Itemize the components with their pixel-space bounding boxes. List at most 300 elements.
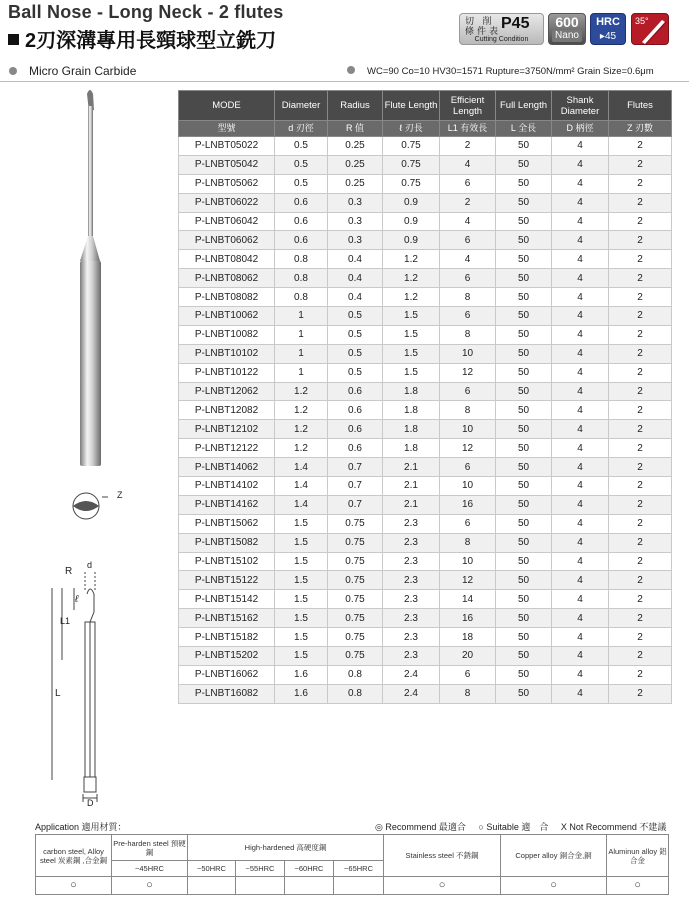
app-aluminum-header: Aluminun alloy 鋁合金 [607,835,669,877]
end-mill-illustration [60,86,130,476]
cutting-caption: Cutting Condition [474,36,529,43]
table-cell: 50 [496,382,552,401]
table-cell: 4 [552,628,609,647]
table-cell: 0.75 [328,590,383,609]
table-cell: 4 [552,609,609,628]
bullet-icon [347,66,355,74]
table-cell: 10 [440,420,496,439]
cut-zh-top: 切 削 [465,16,495,26]
table-cell: 12 [440,363,496,382]
table-cell: 6 [440,382,496,401]
column-header: Shank Diameter [552,91,609,121]
table-cell: 18 [440,628,496,647]
table-cell: 4 [552,647,609,666]
table-row [179,155,672,174]
table-cell: 2 [609,137,672,156]
table-cell: 1.2 [383,269,440,288]
table-cell: 0.5 [328,307,383,326]
model-cell: P-LNBT14162 [179,495,275,514]
table-cell: 0.5 [328,325,383,344]
table-row [179,458,672,477]
table-cell: 0.8 [328,684,383,703]
table-cell: 50 [496,193,552,212]
table-cell: 6 [440,458,496,477]
table-cell: 2 [609,533,672,552]
table-cell: 4 [440,250,496,269]
material-spec-line [347,66,654,77]
table-cell: 50 [496,250,552,269]
table-cell: 2 [609,288,672,307]
table-cell: 50 [496,477,552,496]
table-row [179,609,672,628]
table-row [179,288,672,307]
table-cell: 50 [496,458,552,477]
table-cell: 0.4 [328,269,383,288]
table-cell: 2 [440,137,496,156]
table-cell: 1.2 [383,250,440,269]
app-preharden-header: Pre-harden steel 預硬鋼 [112,835,188,861]
table-row [179,628,672,647]
model-cell: P-LNBT14102 [179,477,275,496]
legend-suitable: ○ Suitable 適 合 [478,822,549,832]
table-cell: 2.3 [383,609,440,628]
column-subheader: ℓ 刃長 [383,121,440,137]
model-cell: P-LNBT10062 [179,307,275,326]
table-cell: 0.6 [275,231,328,250]
table-cell: 2.3 [383,590,440,609]
table-cell: 0.4 [328,250,383,269]
model-cell: P-LNBT15102 [179,552,275,571]
table-cell: 50 [496,155,552,174]
table-cell: 0.3 [328,193,383,212]
effective-length-label: L1 [60,616,71,626]
legend-not-recommend: X Not Recommend 不建議 [560,822,667,832]
table-cell: 2.3 [383,552,440,571]
model-cell: P-LNBT15082 [179,533,275,552]
table-cell: 0.6 [275,193,328,212]
hrc-label: HRC [596,16,620,28]
table-cell: 0.75 [328,647,383,666]
table-cell: 1.5 [383,325,440,344]
title-english: Ball Nose - Long Neck - 2 flutes [8,2,284,22]
table-cell: 0.6 [328,382,383,401]
table-cell: 0.5 [275,137,328,156]
table-cell: 4 [552,307,609,326]
table-cell: 8 [440,533,496,552]
table-cell: 4 [552,155,609,174]
app-mark-h60 [285,877,334,895]
model-cell: P-LNBT15182 [179,628,275,647]
table-cell: 50 [496,269,552,288]
table-cell: 4 [552,552,609,571]
table-cell: 6 [440,307,496,326]
model-cell: P-LNBT15142 [179,590,275,609]
table-cell: 50 [496,533,552,552]
table-cell: 8 [440,325,496,344]
table-cell: 2 [609,647,672,666]
table-cell: 2 [609,307,672,326]
model-cell: P-LNBT12122 [179,439,275,458]
column-header: Diameter [275,91,328,121]
title-square-icon [8,34,19,45]
table-cell: 4 [552,344,609,363]
table-cell: 1.2 [383,288,440,307]
table-cell: 50 [496,684,552,703]
table-cell: 12 [440,439,496,458]
table-cell: 0.8 [275,269,328,288]
table-row [179,325,672,344]
table-cell: 50 [496,212,552,231]
table-cell: 4 [552,458,609,477]
table-row [179,590,672,609]
table-cell: 10 [440,477,496,496]
table-row [179,344,672,363]
table-cell: 1.6 [275,665,328,684]
table-cell: 6 [440,231,496,250]
table-cell: 1 [275,363,328,382]
table-cell: 0.5 [328,363,383,382]
table-cell: 0.75 [328,552,383,571]
table-cell: 1.6 [275,684,328,703]
spec-table [178,90,672,704]
column-header: Flute Length [383,91,440,121]
table-cell: 1.8 [383,401,440,420]
table-cell: 4 [552,439,609,458]
table-cell: 50 [496,363,552,382]
table-row [179,439,672,458]
table-cell: 2.3 [383,514,440,533]
model-cell: P-LNBT12082 [179,401,275,420]
table-cell: 0.5 [275,155,328,174]
table-cell: 0.8 [328,665,383,684]
table-cell: 16 [440,495,496,514]
table-cell: 2 [609,212,672,231]
table-cell: 1 [275,344,328,363]
table-cell: 2 [609,609,672,628]
column-header: Flutes [609,91,672,121]
table-cell: 0.6 [328,439,383,458]
table-cell: 1.5 [275,552,328,571]
table-cell: 14 [440,590,496,609]
table-row [179,571,672,590]
table-cell: 2 [609,628,672,647]
table-cell: 1.2 [275,439,328,458]
shank-label: D [87,798,94,808]
table-cell: 0.6 [328,420,383,439]
table-cell: 2 [609,363,672,382]
table-cell: 1.8 [383,382,440,401]
table-cell: 2 [609,590,672,609]
app-h50: ~50HRC [188,861,236,877]
table-row [179,533,672,552]
table-cell: 0.5 [328,344,383,363]
model-cell: P-LNBT14062 [179,458,275,477]
column-subheader: Z 刃數 [609,121,672,137]
table-cell: 50 [496,288,552,307]
table-cell: 2 [609,477,672,496]
table-cell: 2.1 [383,495,440,514]
table-cell: 1.5 [275,647,328,666]
column-header: Radius [328,91,383,121]
table-cell: 4 [552,684,609,703]
table-cell: 12 [440,571,496,590]
table-cell: 4 [552,363,609,382]
app-stainless-header: Stainless steel 不銹鋼 [384,835,501,877]
table-cell: 2.3 [383,571,440,590]
table-cell: 2 [609,684,672,703]
table-row [179,665,672,684]
table-cell: 0.7 [328,495,383,514]
column-subheader: d 刃徑 [275,121,328,137]
table-cell: 0.8 [275,288,328,307]
table-cell: 50 [496,401,552,420]
hrc-value: ▸45 [599,31,617,42]
material-spec-text: WC=90 Co=10 HV30=1571 Rupture=3750N/mm² Grain Size=0.6μm [367,66,654,77]
table-row [179,401,672,420]
table-row [179,250,672,269]
column-subheader: D 柄徑 [552,121,609,137]
helix-angle-badge [631,13,669,45]
model-cell: P-LNBT06022 [179,193,275,212]
table-cell: 2.3 [383,628,440,647]
table-cell: 0.75 [328,609,383,628]
table-cell: 0.75 [328,533,383,552]
table-cell: 0.3 [328,231,383,250]
app-mark-aluminum: ○ [607,877,669,895]
table-row [179,307,672,326]
divider [0,81,689,82]
table-cell: 2.4 [383,684,440,703]
table-cell: 50 [496,137,552,156]
model-cell: P-LNBT15062 [179,514,275,533]
table-cell: 4 [552,571,609,590]
helix-value: 35° [635,16,649,26]
table-row [179,363,672,382]
table-cell: 1.4 [275,495,328,514]
table-cell: 1.5 [383,344,440,363]
hrc-badge [590,13,626,45]
table-cell: 2 [609,439,672,458]
table-cell: 0.9 [383,212,440,231]
table-cell: 8 [440,288,496,307]
model-cell: P-LNBT16082 [179,684,275,703]
table-cell: 1.2 [275,382,328,401]
table-cell: 50 [496,552,552,571]
table-cell: 50 [496,514,552,533]
application-table [35,834,669,895]
material-line [9,64,136,78]
column-subheader: L1 有效長 [440,121,496,137]
app-h55: ~55HRC [236,861,285,877]
app-mark-preharden: ○ [112,877,188,895]
app-h65: ~65HRC [334,861,384,877]
table-cell: 2 [609,344,672,363]
table-cell: 1.5 [275,533,328,552]
table-row [179,495,672,514]
table-cell: 0.5 [275,174,328,193]
title-chinese [8,24,276,53]
model-cell: P-LNBT06062 [179,231,275,250]
table-cell: 0.75 [383,174,440,193]
helix-icon [632,14,669,45]
table-cell: 2 [609,420,672,439]
model-cell: P-LNBT05062 [179,174,275,193]
table-cell: 10 [440,552,496,571]
dimension-drawing [40,562,120,812]
table-cell: 4 [552,533,609,552]
table-cell: 2 [609,269,672,288]
app-mark-copper: ○ [501,877,607,895]
table-row [179,212,672,231]
model-cell: P-LNBT08042 [179,250,275,269]
column-header: MODE [179,91,275,121]
app-mark-h65 [334,877,384,895]
nano-label: Nano [552,30,582,42]
column-subheader: L 全長 [496,121,552,137]
table-cell: 4 [552,288,609,307]
table-cell: 0.6 [275,212,328,231]
table-cell: 4 [552,401,609,420]
table-cell: 2.1 [383,458,440,477]
table-row [179,174,672,193]
table-row [179,193,672,212]
table-cell: 1.5 [275,628,328,647]
table-cell: 1.5 [275,590,328,609]
table-cell: 50 [496,420,552,439]
nano-coating-badge [548,13,586,45]
table-cell: 0.6 [328,401,383,420]
table-cell: 50 [496,325,552,344]
application-legend [375,820,666,833]
table-cell: 2 [609,571,672,590]
model-cell: P-LNBT10102 [179,344,275,363]
column-subheader: R 值 [328,121,383,137]
model-cell: P-LNBT16062 [179,665,275,684]
table-body [179,137,672,704]
subheader-row [179,121,672,137]
table-cell: 0.75 [328,628,383,647]
flute-length-label: ℓ [75,594,79,605]
table-cell: 1 [275,325,328,344]
table-cell: 50 [496,647,552,666]
cut-zh-bottom: 條件表 [465,26,502,36]
table-cell: 1.5 [275,571,328,590]
table-cell: 50 [496,590,552,609]
table-cell: 1.4 [275,477,328,496]
model-cell: P-LNBT08062 [179,269,275,288]
app-mark-stainless: ○ [384,877,501,895]
table-cell: 1.2 [275,420,328,439]
table-cell: 2 [609,514,672,533]
table-cell: 2 [609,401,672,420]
table-cell: 1.8 [383,420,440,439]
table-cell: 0.9 [383,231,440,250]
nano-value: 600 [555,14,579,30]
table-cell: 2 [609,155,672,174]
table-cell: 1.5 [275,609,328,628]
table-cell: 6 [440,174,496,193]
app-hardened-header: High-hardened 高硬度鋼 [188,835,384,861]
table-cell: 0.7 [328,458,383,477]
table-cell: 2 [440,193,496,212]
table-cell: 0.25 [328,174,383,193]
table-cell: 0.75 [383,137,440,156]
model-cell: P-LNBT10082 [179,325,275,344]
table-cell: 6 [440,269,496,288]
table-cell: 0.25 [328,155,383,174]
material-text: Micro Grain Carbide [29,64,137,78]
table-cell: 8 [440,684,496,703]
header-row [179,91,672,121]
table-cell: 4 [552,590,609,609]
table-cell: 4 [552,495,609,514]
table-row [179,684,672,703]
column-subheader: 型號 [179,121,275,137]
table-row [179,477,672,496]
model-cell: P-LNBT06042 [179,212,275,231]
app-carbon-header: carbon steel, Alloy steel 炭素鋼 ,合金鋼 [36,835,112,877]
table-cell: 50 [496,571,552,590]
table-cell: 10 [440,344,496,363]
table-cell: 2.3 [383,647,440,666]
table-cell: 2 [609,231,672,250]
model-cell: P-LNBT12102 [179,420,275,439]
table-cell: 0.7 [328,477,383,496]
bullet-icon [9,67,17,75]
table-cell: 4 [440,212,496,231]
table-cell: 0.75 [328,571,383,590]
table-cell: 4 [552,250,609,269]
app-mark-h50 [188,877,236,895]
table-cell: 2 [609,382,672,401]
table-cell: 50 [496,307,552,326]
table-cell: 50 [496,665,552,684]
table-cell: 4 [552,514,609,533]
table-cell: 2 [609,665,672,684]
table-row [179,137,672,156]
table-cell: 50 [496,495,552,514]
table-cell: 0.25 [328,137,383,156]
table-cell: 1.2 [275,401,328,420]
table-cell: 2 [609,250,672,269]
title-chinese-text: 2刃深溝專用長頸球型立銑刀 [25,30,277,52]
table-row [179,514,672,533]
cutting-condition-badge[interactable] [459,13,544,45]
app-mark-h55 [236,877,285,895]
table-cell: 4 [552,477,609,496]
table-cell: 0.75 [383,155,440,174]
model-cell: P-LNBT15202 [179,647,275,666]
table-cell: 20 [440,647,496,666]
model-cell: P-LNBT05042 [179,155,275,174]
full-length-label: L [55,688,61,699]
table-cell: 1.8 [383,439,440,458]
cutting-code: P45 [501,15,530,32]
table-cell: 2.3 [383,533,440,552]
table-row [179,647,672,666]
table-cell: 4 [552,193,609,212]
table-cell: 50 [496,344,552,363]
table-cell: 1 [275,307,328,326]
model-cell: P-LNBT15122 [179,571,275,590]
table-cell: 0.3 [328,212,383,231]
table-cell: 50 [496,174,552,193]
column-header: Full Length [496,91,552,121]
legend-recommend: ◎ Recommend 最適合 [375,822,466,832]
table-cell: 1.5 [383,363,440,382]
table-cell: 4 [552,174,609,193]
table-cell: 2 [609,193,672,212]
